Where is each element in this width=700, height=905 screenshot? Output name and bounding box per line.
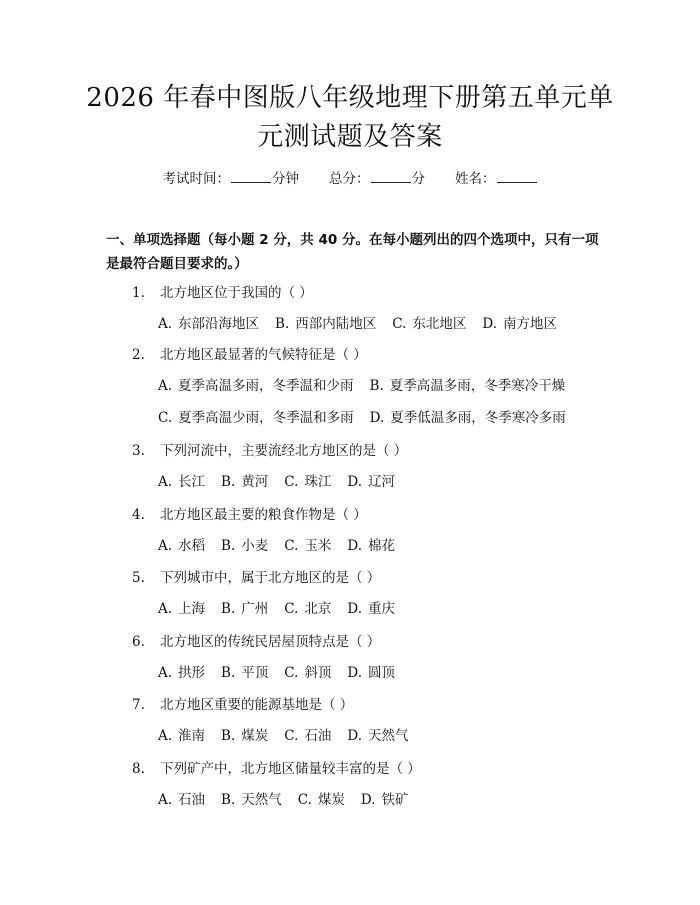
option-letter: C. [392, 316, 407, 332]
option-text: 圆顶 [368, 665, 396, 681]
option-text: 煤炭 [317, 792, 345, 808]
option-text: 棉花 [368, 538, 396, 554]
question-3 [132, 441, 407, 461]
option-b[interactable] [221, 665, 268, 681]
option-letter: D. [347, 665, 363, 681]
section-heading: 一、单项选择题（每小题 2 分，共 40 分。在每小题列出的四个选项中，只有一项是最符合题目要求的。） [106, 232, 599, 272]
option-text: 长江 [178, 474, 206, 490]
option-letter: D. [347, 601, 363, 617]
option-letter: D. [347, 728, 363, 744]
option-letter: C. [297, 792, 312, 808]
question-7-options [158, 726, 425, 746]
question-8 [132, 759, 421, 779]
question-text: 下列河流中，主要流经北方地区的是（ ） [160, 443, 408, 459]
option-text: 夏季低温多雨，冬季寒冷多雨 [390, 410, 566, 426]
option-letter: A. [158, 538, 173, 554]
question-1-options [158, 314, 573, 334]
option-letter: B. [369, 378, 384, 394]
option-b[interactable] [221, 474, 268, 490]
option-text: 珠江 [304, 474, 332, 490]
option-text: 南方地区 [503, 316, 558, 332]
option-letter: B. [221, 665, 236, 681]
option-c[interactable] [392, 316, 466, 332]
exam-score-blank [371, 168, 411, 183]
exam-time-field [163, 168, 300, 189]
option-a[interactable] [158, 665, 205, 681]
question-number: 6. [132, 634, 145, 650]
question-text: 下列城市中，属于北方地区的是（ ） [160, 570, 381, 586]
option-text: 重庆 [368, 601, 396, 617]
option-text: 铁矿 [381, 792, 409, 808]
option-text: 玉米 [304, 538, 332, 554]
option-a[interactable] [158, 474, 205, 490]
option-d[interactable] [361, 792, 409, 808]
option-d[interactable] [347, 538, 395, 554]
option-letter: A. [158, 316, 173, 332]
question-4-options [158, 536, 411, 556]
option-text: 北京 [304, 601, 332, 617]
option-text: 黄河 [241, 474, 269, 490]
question-6 [132, 632, 380, 652]
option-letter: D. [369, 410, 385, 426]
option-letter: A. [158, 378, 173, 394]
question-3-options [158, 472, 411, 492]
option-c[interactable] [158, 410, 354, 426]
question-number: 2. [132, 347, 145, 363]
question-text: 北方地区最显著的气候特征是（ ） [160, 347, 367, 363]
option-text: 水稻 [178, 538, 206, 554]
option-letter: B. [221, 601, 236, 617]
option-text: 斜顶 [304, 665, 332, 681]
option-text: 东北地区 [412, 316, 467, 332]
option-letter: B. [221, 792, 236, 808]
exam-title-line-1: 2026 年春中图版八年级地理下册第五单元单 [86, 83, 614, 113]
question-1 [132, 283, 313, 303]
question-text: 北方地区重要的能源基地是（ ） [160, 697, 354, 713]
option-b[interactable] [221, 792, 282, 808]
option-c[interactable] [284, 538, 331, 554]
option-letter: C. [158, 410, 173, 426]
option-text: 拱形 [178, 665, 206, 681]
question-number: 3. [132, 443, 145, 459]
option-b[interactable] [275, 316, 376, 332]
option-letter: B. [221, 728, 236, 744]
option-a[interactable] [158, 316, 259, 332]
question-2 [132, 345, 367, 365]
question-8-options [158, 790, 425, 810]
question-number: 4. [132, 507, 145, 523]
option-text: 天然气 [368, 728, 409, 744]
option-letter: C. [284, 665, 299, 681]
option-text: 夏季高温多雨，冬季温和少雨 [178, 378, 354, 394]
question-5-options [158, 599, 411, 619]
exam-time-unit: 分钟 [272, 171, 299, 187]
exam-time-label: 考试时间： [162, 171, 230, 187]
option-a[interactable] [158, 378, 354, 394]
option-text: 天然气 [241, 792, 282, 808]
option-b[interactable] [221, 538, 268, 554]
exam-title-line-2: 元测试题及答案 [257, 122, 443, 152]
question-2-options [158, 408, 582, 428]
question-7 [132, 695, 353, 715]
option-letter: A. [158, 601, 173, 617]
option-a[interactable] [158, 792, 205, 808]
exam-score-label: 总分： [329, 171, 370, 187]
option-text: 石油 [304, 728, 332, 744]
option-letter: B. [221, 474, 236, 490]
option-d[interactable] [347, 728, 408, 744]
question-number: 5. [132, 570, 145, 586]
option-letter: A. [158, 728, 173, 744]
option-b[interactable] [221, 601, 268, 617]
student-name-label: 姓名： [455, 171, 496, 187]
option-c[interactable] [284, 474, 331, 490]
option-d[interactable] [347, 601, 395, 617]
option-letter: D. [482, 316, 498, 332]
option-text: 西部内陆地区 [295, 316, 377, 332]
option-text: 夏季高温多雨，冬季寒冷干燥 [389, 378, 566, 394]
exam-meta [0, 168, 700, 189]
question-number: 8. [132, 761, 145, 777]
option-letter: C. [284, 538, 299, 554]
option-text: 上海 [178, 601, 206, 617]
option-letter: C. [284, 601, 299, 617]
option-letter: C. [284, 728, 299, 744]
question-5 [132, 568, 380, 588]
option-d[interactable] [370, 410, 566, 426]
exam-time-blank [231, 168, 271, 183]
option-text: 煤炭 [241, 728, 269, 744]
question-2-options [158, 376, 581, 396]
option-a[interactable] [158, 728, 205, 744]
option-letter: C. [284, 474, 299, 490]
option-text: 小麦 [241, 538, 269, 554]
option-d[interactable] [482, 316, 557, 332]
option-letter: D. [347, 474, 363, 490]
option-c[interactable] [284, 728, 331, 744]
option-letter: B. [221, 538, 236, 554]
option-d[interactable] [347, 474, 395, 490]
option-text: 淮南 [178, 728, 206, 744]
question-text: 北方地区位于我国的（ ） [160, 285, 313, 301]
option-text: 东部沿海地区 [178, 316, 260, 332]
option-b[interactable] [221, 728, 268, 744]
option-c[interactable] [298, 792, 345, 808]
option-letter: B. [275, 316, 290, 332]
question-text: 北方地区的传统民居屋顶特点是（ ） [160, 634, 381, 650]
option-a[interactable] [158, 538, 205, 554]
option-letter: A. [158, 665, 173, 681]
option-text: 夏季高温少雨，冬季温和多雨 [178, 410, 354, 426]
question-text: 北方地区最主要的粮食作物是（ ） [160, 507, 367, 523]
option-text: 广州 [241, 601, 269, 617]
question-number: 1. [132, 285, 145, 301]
option-letter: A. [158, 792, 173, 808]
option-letter: A. [158, 474, 173, 490]
question-number: 7. [132, 697, 145, 713]
option-text: 平顶 [241, 665, 269, 681]
option-c[interactable] [284, 665, 331, 681]
option-d[interactable] [347, 665, 395, 681]
option-b[interactable] [370, 378, 566, 394]
option-letter: D. [360, 792, 376, 808]
option-letter: D. [347, 538, 363, 554]
question-6-options [158, 663, 411, 683]
question-4 [132, 505, 367, 525]
exam-score-field [329, 168, 425, 189]
option-text: 辽河 [368, 474, 396, 490]
option-a[interactable] [158, 601, 205, 617]
student-name-field [455, 168, 538, 189]
student-name-blank [497, 168, 537, 183]
option-text: 石油 [178, 792, 206, 808]
question-text: 下列矿产中，北方地区储量较丰富的是（ ） [160, 761, 421, 777]
option-c[interactable] [284, 601, 331, 617]
exam-score-unit: 分 [411, 171, 425, 187]
